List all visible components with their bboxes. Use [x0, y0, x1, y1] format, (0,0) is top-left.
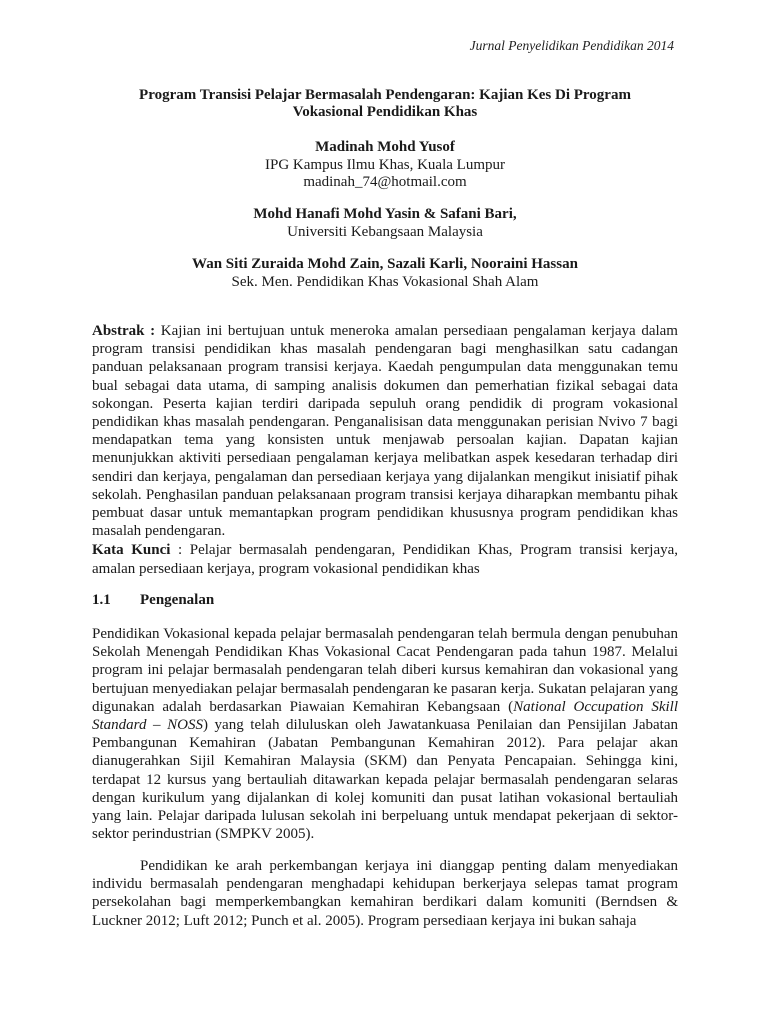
intro-paragraph	[92, 625, 678, 843]
section-number: 1.1	[92, 592, 111, 608]
author-affiliation: IPG Kampus Ilmu Khas, Kuala Lumpur	[265, 156, 505, 173]
keywords-text: : Pelajar bermasalah pendengaran, Pendidikan Khas, Program transisi kerjaya, amalan persediaan kerjaya, program vokasional pendidikan khas	[92, 542, 679, 577]
author-name: Mohd Hanafi Mohd Yasin & Safani Bari,	[253, 206, 517, 222]
section-heading	[92, 592, 214, 609]
section-title: Pengenalan	[140, 592, 215, 608]
abstract-paragraph	[92, 322, 678, 540]
author-email: madinah_74@hotmail.com	[303, 174, 467, 190]
author-block-1	[92, 139, 678, 192]
intro-text-2: ) yang telah diluluskan oleh Jawatankuasa Penilaian dan Pensijilan Jabatan Pembangunan Kemahiran (Jabatan Pembangunan Kemahiran 2012). Para pelajar akan dianugerahkan Sijil Kemahiran Malaysia (SKM) dan Penyata Pencapaian. Sehingga kini, terdapat 12 kursus yang bertauliah ditawarkan kepada pelajar bermasalah pendengaran selaras dengan kurikulum yang dijalankan di kolej komuniti dan pusat latihan vokasional bertauliah yang lain. Pelajar daripada lulusan sekolah ini berpeluang untuk mendapat pekerjaan di sektor-sektor perindustrian (SMPKV 2005).	[92, 717, 678, 843]
abstract-label: Abstrak :	[92, 323, 156, 339]
author-name: Wan Siti Zuraida Mohd Zain, Sazali Karli, Nooraini Hassan	[192, 256, 578, 272]
keywords-label: Kata Kunci	[92, 542, 171, 558]
author-block-2	[92, 206, 678, 241]
paper-title-line-1: Program Transisi Pelajar Bermasalah Pendengaran: Kajian Kes Di Program	[139, 87, 631, 103]
journal-header: Jurnal Penyelidikan Pendidikan 2014	[469, 38, 674, 53]
author-name: Madinah Mohd Yusof	[315, 139, 455, 155]
author-affiliation: Universiti Kebangsaan Malaysia	[287, 223, 483, 240]
abstract-text: Kajian ini bertujuan untuk meneroka amalan persediaan pengalaman kerjaya dalam program transisi pendidikan khas masalah pendengaran bagi menghasilkan satu cadangan panduan pelaksanaan program transisi kerjaya. Kaedah pengumpulan data menggunakan temu bual sebagai data utama, di samping analisis dokumen dan pemerhatian fizikal sebagai data sokongan. Peserta kajian terdiri daripada sepuluh orang pendidik di program vokasional pendidikan khas masalah pendengaran. Penganalisisan data menggunakan perisian Nvivo 7 bagi mendapatkan tema yang konsisten untuk menjawab persoalan kajian. Dapatan kajian menunjukkan aktiviti persediaan pengalaman kerjaya melibatkan aspek kesedaran terhadap diri sendiri dan kerjaya, pengalaman dan persediaan kerjaya yang dijalankan mengikut inisiatif pihak sekolah. Penghasilan panduan pelaksanaan program transisi kerjaya diharapkan membantu pihak pembuat dasar untuk memantapkan program pendidikan khususnya program pendidikan khas masalah pendengaran.	[92, 323, 678, 540]
intro-text-1: Pendidikan Vokasional kepada pelajar bermasalah pendengaran telah bermula dengan penubuhan Sekolah Menengah Pendidikan Khas Vokasional Cacat Pendengaran pada tahun 1987. Melalui program ini pelajar bermasalah pendengaran telah diberi kursus kemahiran dan vokasional yang bertujuan menyediakan pelajar bermasalah pendengaran ke pasaran kerja. Sukatan pelajaran yang digunakan adalah berdasarkan Piawaian Kemahiran Kebangsaan (	[92, 626, 678, 715]
paper-title	[92, 87, 678, 121]
intro-italic-text: National Occupation Skill Standard – NOSS	[92, 698, 679, 734]
second-paragraph: Pendidikan ke arah perkembangan kerjaya ini dianggap penting dalam menyediakan individu bermasalah pendengaran menghadapi kehidupan berkerjaya selepas tamat program persekolahan bagi memperkembangkan kemahiran berdikari dalam komuniti (Berndsen & Luckner 2012; Luft 2012; Punch et al. 2005). Program persediaan kerjaya ini bukan sahaja	[92, 858, 678, 929]
author-affiliation: Sek. Men. Pendidikan Khas Vokasional Shah Alam	[231, 273, 539, 290]
keywords-paragraph	[92, 541, 678, 578]
paper-title-line-2: Vokasional Pendidikan Khas	[292, 104, 478, 120]
author-block-3	[92, 256, 678, 291]
